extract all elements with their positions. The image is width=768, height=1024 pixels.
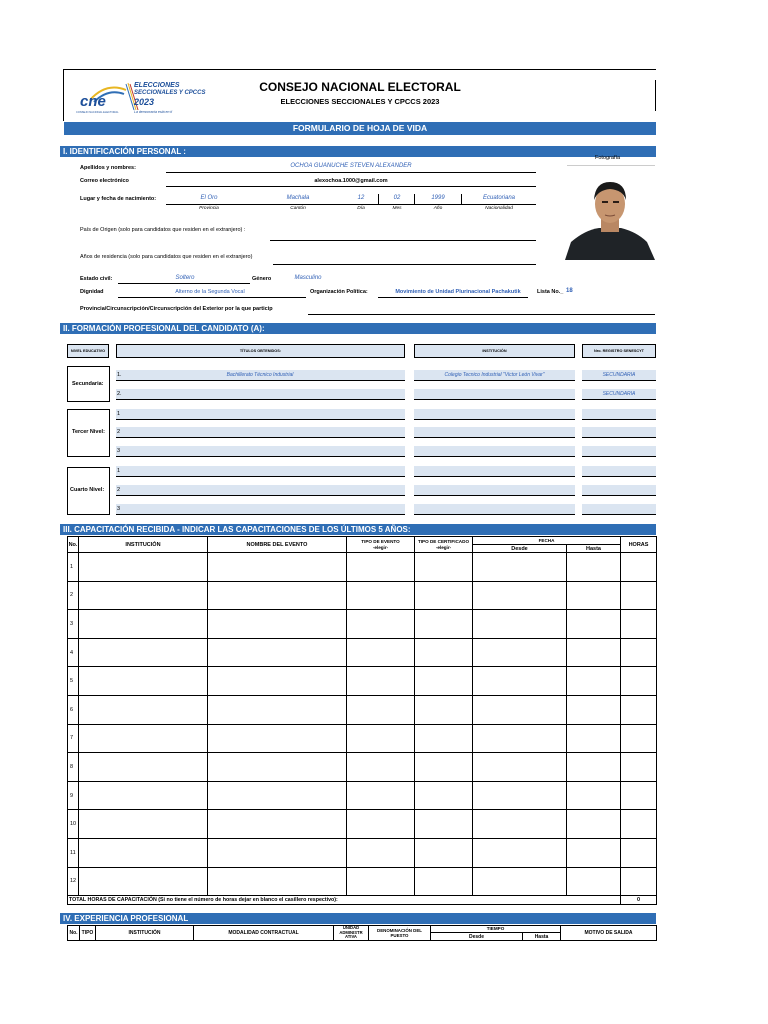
row-number: 2 [68, 581, 79, 610]
table-row [68, 553, 657, 582]
email-label: Correo electrónico [80, 178, 129, 184]
exp-col-reason: MOTIVO DE SALIDA [561, 926, 657, 941]
header-titles: TÍTULOS OBTENIDOS: [116, 344, 405, 358]
tercer-title-row-1[interactable] [116, 409, 405, 420]
cuarto-reg-row-1[interactable] [582, 466, 656, 477]
birth-month[interactable]: 02 [393, 195, 401, 201]
training-cell[interactable] [415, 581, 473, 610]
tercer-inst-row-3[interactable] [414, 446, 575, 457]
section4-title: IV. EXPERIENCIA PROFESIONAL [63, 914, 189, 923]
cuarto-reg-row-3[interactable] [582, 504, 656, 515]
cne-logo-subtitle: CONSEJO NACIONAL ELECTORAL [76, 111, 119, 114]
residence-label: Años de residencia (solo para candidatos que residen en el extranjero) [80, 254, 253, 260]
birth-divider [378, 194, 379, 204]
table-row [68, 695, 657, 724]
nationality[interactable]: Ecuatoriana [482, 195, 516, 201]
training-cell[interactable] [79, 610, 208, 639]
training-cell[interactable] [621, 753, 657, 782]
training-cell[interactable] [79, 838, 208, 867]
dignity-label: Dignidad [80, 289, 104, 295]
exp-col-institution: INSTITUCIÓN [96, 926, 194, 941]
exp-col-position [369, 926, 431, 941]
birth-year[interactable]: 1999 [431, 195, 445, 201]
section2-title: II. FORMACIÓN PROFESIONAL DEL CANDIDATO (A): [63, 324, 265, 333]
col-institution: INSTITUCIÓN [79, 537, 208, 553]
tercer-title-row-3[interactable] [116, 446, 405, 457]
secundaria-title-value[interactable]: Bachillerato Técnico Industrial [226, 372, 294, 378]
training-cell[interactable] [347, 810, 415, 839]
section1-title: I. IDENTIFICACIÓN PERSONAL : [63, 147, 186, 156]
cne-logo [76, 80, 206, 118]
training-cell[interactable] [621, 781, 657, 810]
col-event-type [347, 537, 415, 553]
training-cell[interactable] [79, 753, 208, 782]
training-cell[interactable] [567, 810, 621, 839]
gender-label: Género [252, 276, 272, 282]
section3-title: III. CAPACITACIÓN RECIBIDA - INDICAR LAS CAPACITACIONES DE LOS ÚLTIMOS 5 AÑOS: [63, 525, 411, 534]
photo-label: Fotografía [595, 155, 621, 161]
gender-value[interactable]: Masculino [294, 275, 322, 281]
row-number: 11 [68, 838, 79, 867]
cuarto-num: 3 [117, 506, 121, 512]
province-underline[interactable] [308, 314, 655, 315]
training-cell[interactable] [208, 695, 347, 724]
birth-sublabel: Cantón [290, 206, 306, 211]
training-cell[interactable] [473, 553, 567, 582]
training-cell[interactable] [347, 553, 415, 582]
training-cell[interactable] [473, 838, 567, 867]
page-subtitle: ELECCIONES SECCIONALES Y CPCCS 2023 [280, 97, 440, 106]
cne-logo-text: cne [80, 93, 106, 110]
training-cell[interactable] [208, 581, 347, 610]
training-cell[interactable] [621, 695, 657, 724]
birth-sublabel: Mes [392, 206, 402, 211]
training-cell[interactable] [567, 610, 621, 639]
training-cell[interactable] [208, 724, 347, 753]
cuarto-num: 1 [117, 468, 121, 474]
training-cell[interactable] [347, 610, 415, 639]
event-logo-tagline: La democracia está en ti [134, 110, 173, 114]
row-number: 5 [68, 667, 79, 696]
secundaria-num: 1. [117, 372, 122, 378]
table-row [68, 810, 657, 839]
table-row [68, 724, 657, 753]
cuarto-reg-row-2[interactable] [582, 485, 656, 496]
exp-col-modality: MODALIDAD CONTRACTUAL [194, 926, 334, 941]
top-border [63, 69, 656, 70]
training-cell[interactable] [567, 581, 621, 610]
training-cell[interactable] [621, 838, 657, 867]
training-cell[interactable] [208, 753, 347, 782]
civil-value[interactable]: Soltero [175, 275, 195, 281]
event-logo-line2: SECCIONALES Y CPCCS [134, 90, 206, 96]
training-cell[interactable] [567, 553, 621, 582]
training-cell[interactable] [79, 781, 208, 810]
training-cell[interactable] [415, 867, 473, 896]
page-title: CONSEJO NACIONAL ELECTORAL [259, 80, 461, 94]
tercer-title-row-2[interactable] [116, 427, 405, 438]
org-underline [378, 297, 528, 298]
training-cell[interactable] [567, 867, 621, 896]
secundaria-reg-value-1[interactable]: SECUNDARIA [602, 372, 636, 378]
training-cell[interactable] [208, 781, 347, 810]
table-row [68, 581, 657, 610]
cuarto-inst-row-1[interactable] [414, 466, 575, 477]
training-cell[interactable] [621, 724, 657, 753]
cuarto-title-row-3[interactable] [116, 504, 405, 515]
training-cell[interactable] [415, 638, 473, 667]
training-cell[interactable] [473, 867, 567, 896]
cuarto-title-row-1[interactable] [116, 466, 405, 477]
dignity-underline [118, 297, 306, 298]
birth-sublabel: Día [357, 206, 365, 211]
col-no: No. [68, 537, 79, 553]
birth-label: Lugar y fecha de nacimiento: [80, 196, 157, 202]
table-row [68, 781, 657, 810]
tercer-num: 2 [117, 429, 121, 435]
training-cell[interactable] [621, 638, 657, 667]
header-senescyt: Nro. REGISTRO SENESCYT [582, 344, 656, 358]
exp-col-admin-unit [334, 926, 369, 941]
civil-underline [118, 283, 250, 284]
training-cell[interactable] [79, 695, 208, 724]
tercer-reg-row-3[interactable] [582, 446, 656, 457]
residence-underline[interactable] [273, 264, 536, 265]
col-date-from: Desde [473, 545, 567, 553]
secundaria-inst-row-2[interactable] [414, 389, 575, 400]
list-label: Lista No._ [537, 289, 564, 295]
col-date: FECHA [473, 537, 621, 545]
event-logo-year: 2023 [134, 97, 155, 107]
org-label: Organización Política: [310, 289, 368, 295]
training-cell[interactable] [567, 667, 621, 696]
training-cell[interactable] [79, 638, 208, 667]
training-cell[interactable] [79, 667, 208, 696]
exp-col-from: Desde [431, 933, 523, 940]
form-title-bar [64, 122, 656, 135]
left-border [63, 69, 64, 121]
training-cell[interactable] [473, 695, 567, 724]
training-cell[interactable] [473, 638, 567, 667]
training-cell[interactable] [79, 810, 208, 839]
experience-table [67, 925, 657, 941]
row-number: 10 [68, 810, 79, 839]
birth-divider [461, 194, 462, 204]
origin-underline[interactable] [270, 240, 536, 241]
training-cell[interactable] [473, 581, 567, 610]
training-cell[interactable] [208, 667, 347, 696]
cuarto-num: 2 [117, 487, 121, 493]
total-hours-label: TOTAL HORAS DE CAPACITACIÓN (Si no tiene el número de horas dejar en blanco el casillero respectivo): [68, 896, 621, 905]
training-cell[interactable] [473, 610, 567, 639]
secundaria-reg-value-2[interactable]: SECUNDARIA [602, 391, 636, 397]
col-event-name: NOMBRE DEL EVENTO [208, 537, 347, 553]
col-cert-type [415, 537, 473, 553]
exp-col-admin-line: ATIVA [345, 934, 357, 940]
exp-col-type: TIPO [80, 926, 96, 941]
birth-divider [414, 194, 415, 204]
training-cell[interactable] [415, 695, 473, 724]
birth-day[interactable]: 12 [357, 195, 365, 201]
training-cell[interactable] [567, 724, 621, 753]
secundaria-label: Secundaria: [72, 381, 104, 387]
training-cell[interactable] [621, 581, 657, 610]
training-cell[interactable] [415, 838, 473, 867]
list-value[interactable]: 18 [566, 288, 573, 294]
col-event-type-label: TIPO DE EVENTO [361, 538, 400, 544]
birth-province[interactable]: El Oro [200, 195, 218, 201]
candidate-photo [565, 170, 655, 260]
training-cell[interactable] [415, 553, 473, 582]
training-cell[interactable] [621, 810, 657, 839]
training-cell[interactable] [208, 610, 347, 639]
tercer-reg-row-1[interactable] [582, 409, 656, 420]
birth-sublabel: Provincia [199, 206, 219, 211]
birth-underline [166, 204, 536, 205]
training-cell[interactable] [415, 810, 473, 839]
org-value[interactable]: Movimiento de Unidad Plurinacional Pachakutik [395, 289, 521, 295]
right-border-top [655, 80, 656, 111]
cuarto-inst-row-2[interactable] [414, 485, 575, 496]
training-cell[interactable] [473, 724, 567, 753]
table-row [68, 838, 657, 867]
training-cell[interactable] [415, 667, 473, 696]
name-underline [166, 172, 536, 173]
tercer-reg-row-2[interactable] [582, 427, 656, 438]
training-cell[interactable] [567, 638, 621, 667]
section2-title-bar [60, 323, 656, 334]
section3-title-bar [60, 524, 656, 535]
row-number: 6 [68, 695, 79, 724]
training-cell[interactable] [79, 867, 208, 896]
training-cell[interactable] [567, 781, 621, 810]
exp-col-position-line: DENOMINACIÓN DEL [377, 927, 422, 933]
col-event-type-sub: -elegir- [372, 544, 389, 550]
row-number: 1 [68, 553, 79, 582]
birth-sublabel: Nacionalidad [485, 206, 513, 211]
row-number: 3 [68, 610, 79, 639]
training-cell[interactable] [567, 695, 621, 724]
training-cell[interactable] [347, 867, 415, 896]
dignity-value[interactable]: Alterno de la Segunda Vocal [175, 289, 245, 295]
row-number: 8 [68, 753, 79, 782]
exp-col-admin-line: UNIDAD [342, 925, 360, 930]
training-cell[interactable] [208, 638, 347, 667]
training-cell[interactable] [347, 581, 415, 610]
col-cert-type-label: TIPO DE CERTIFICADO [417, 538, 470, 544]
training-cell[interactable] [79, 724, 208, 753]
cuarto-label: Cuarto Nivel: [70, 487, 105, 493]
training-cell[interactable] [415, 781, 473, 810]
email-underline [166, 186, 536, 187]
section1-title-bar [60, 146, 656, 157]
header-education-level: NIVEL EDUCATIVO [67, 344, 109, 358]
training-cell[interactable] [621, 867, 657, 896]
table-row [68, 867, 657, 896]
exp-col-no: No. [68, 926, 80, 941]
table-row [68, 638, 657, 667]
secundaria-institution-value[interactable]: Colegio Tecnico Industrial "Victor León Vivar" [444, 372, 545, 378]
training-cell[interactable] [347, 695, 415, 724]
table-row [68, 667, 657, 696]
birth-sublabel: Año [433, 206, 443, 211]
training-cell[interactable] [347, 781, 415, 810]
training-cell[interactable] [621, 553, 657, 582]
training-cell[interactable] [79, 553, 208, 582]
cuarto-inst-row-3[interactable] [414, 504, 575, 515]
civil-label: Estado civil: [80, 276, 113, 282]
birth-canton[interactable]: Machala [286, 195, 310, 201]
email-value[interactable]: alexochoa.1000@gmail.com [314, 178, 388, 184]
tercer-inst-row-1[interactable] [414, 409, 575, 420]
training-cell[interactable] [208, 838, 347, 867]
origin-label: País de Origen (solo para candidatos que residen en el extranjero) : [80, 227, 246, 233]
total-hours-value: 0 [621, 896, 657, 905]
training-cell[interactable] [79, 581, 208, 610]
training-cell[interactable] [347, 724, 415, 753]
training-cell[interactable] [621, 667, 657, 696]
secundaria-title-row-2[interactable] [116, 389, 405, 400]
exp-col-admin-line: ADMINISTR [339, 929, 363, 935]
training-cell[interactable] [473, 753, 567, 782]
table-row [68, 753, 657, 782]
row-number: 9 [68, 781, 79, 810]
training-cell[interactable] [621, 610, 657, 639]
province-label: Provincia/Circunscripción/Circunscripción del Exterior por la que particip [80, 306, 273, 312]
training-cell[interactable] [347, 838, 415, 867]
row-number: 7 [68, 724, 79, 753]
training-cell[interactable] [567, 753, 621, 782]
training-cell[interactable] [415, 753, 473, 782]
tercer-num: 1 [117, 411, 121, 417]
training-cell[interactable] [347, 753, 415, 782]
training-cell[interactable] [208, 553, 347, 582]
training-cell[interactable] [415, 724, 473, 753]
event-logo-line1: ELECCIONES [134, 82, 180, 89]
training-cell[interactable] [347, 638, 415, 667]
row-number: 4 [68, 638, 79, 667]
col-cert-type-sub: -elegir- [435, 544, 452, 550]
training-cell[interactable] [208, 810, 347, 839]
tercer-label: Tercer Nivel: [72, 429, 105, 435]
tercer-inst-row-2[interactable] [414, 427, 575, 438]
tercer-num: 3 [117, 448, 121, 454]
table-row [68, 610, 657, 639]
training-cell[interactable] [567, 838, 621, 867]
exp-col-time: TIEMPO [431, 926, 561, 933]
form-title: FORMULARIO DE HOJA DE VIDA [292, 123, 428, 133]
name-value[interactable]: OCHOA GUANUCHE STEVEN ALEXANDER [290, 163, 412, 169]
training-cell[interactable] [208, 867, 347, 896]
section4-title-bar [60, 913, 656, 924]
col-hours: HORAS [621, 537, 657, 553]
photo-frame-line [567, 165, 655, 166]
secundaria-num: 2. [117, 391, 122, 397]
training-cell[interactable] [415, 610, 473, 639]
cuarto-title-row-2[interactable] [116, 485, 405, 496]
training-cell[interactable] [347, 667, 415, 696]
training-cell[interactable] [473, 667, 567, 696]
exp-col-position-line: PUESTO [390, 932, 409, 938]
name-label: Apellidos y nombres: [80, 165, 136, 171]
training-cell[interactable] [473, 781, 567, 810]
training-cell[interactable] [473, 810, 567, 839]
row-number: 12 [68, 867, 79, 896]
training-table [67, 536, 657, 905]
col-date-to: Hasta [567, 545, 621, 553]
exp-col-to: Hasta [523, 933, 561, 940]
header-institution: INSTITUCIÓN [414, 344, 575, 358]
